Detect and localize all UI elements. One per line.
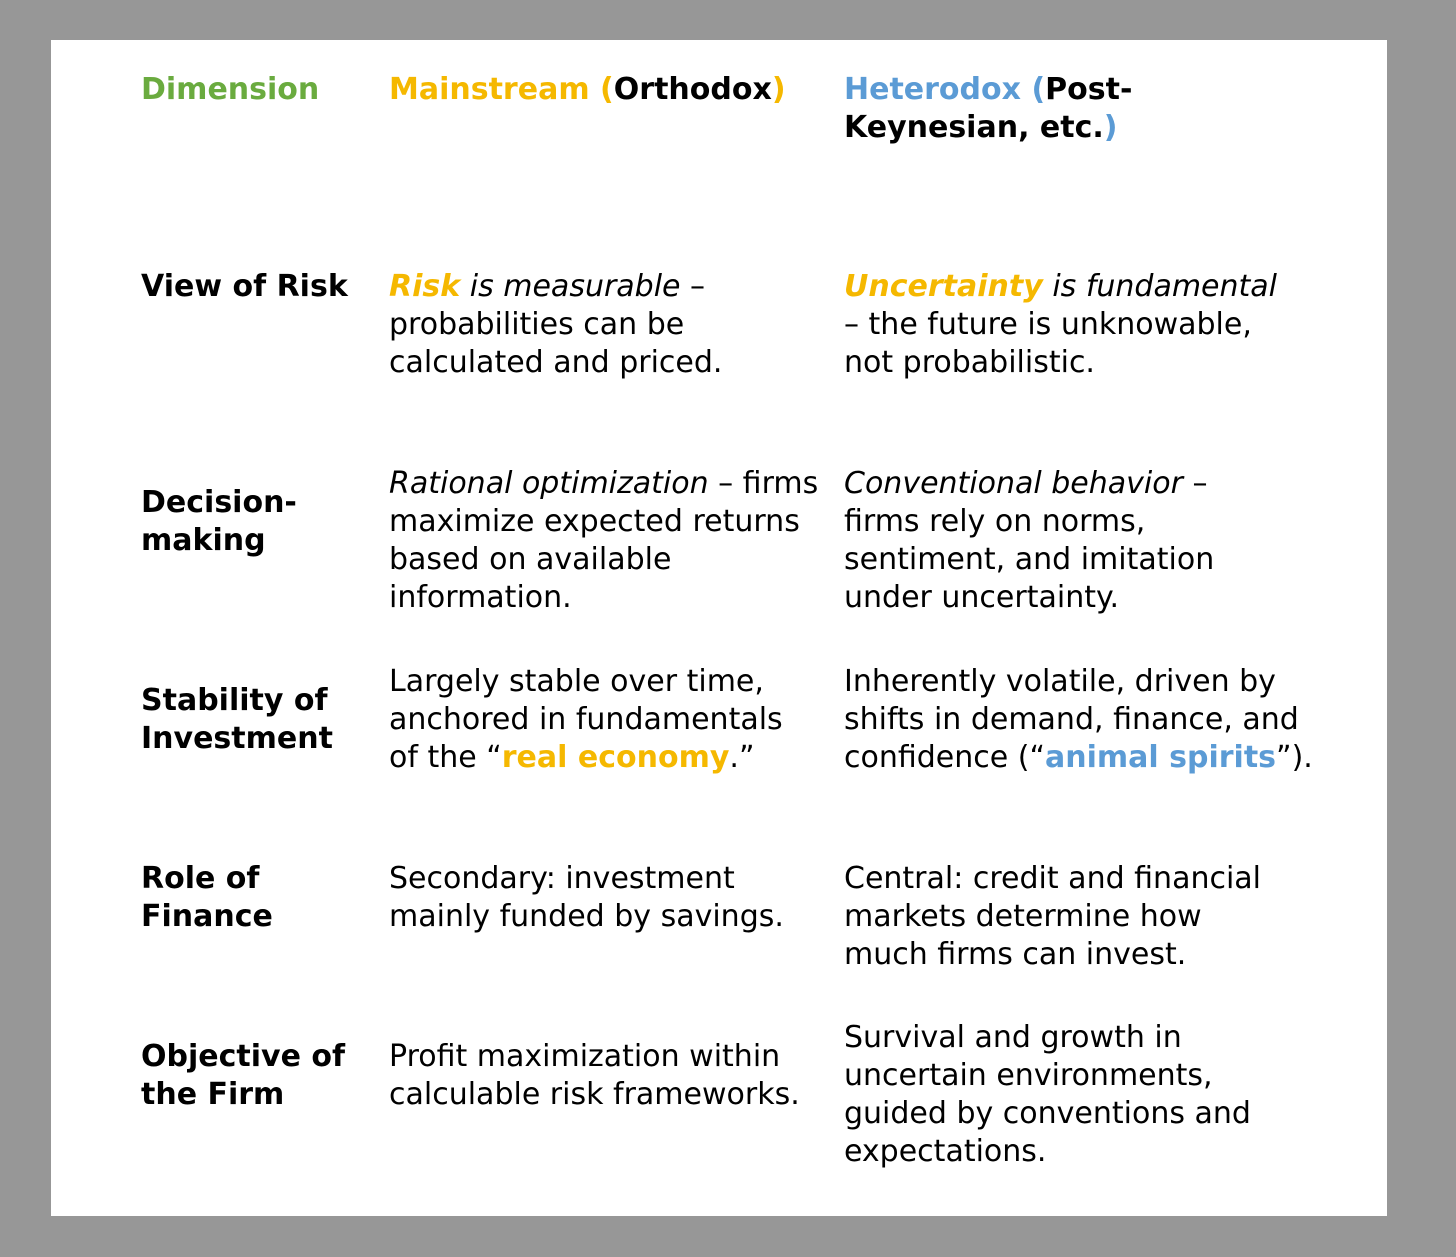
cell-heterodox-objective bbox=[844, 1019, 1284, 1171]
cell-italic-text: is measurable bbox=[469, 269, 681, 304]
row-label-view-of-risk bbox=[141, 268, 376, 306]
cell-text: ”). bbox=[1276, 740, 1313, 775]
cell-text: Largely stable over time, anchored in fundamentals of the “ bbox=[389, 664, 783, 775]
cell-text: .” bbox=[729, 740, 755, 775]
header-heterodox-close-paren: ) bbox=[1103, 110, 1118, 145]
header-mainstream-name: Mainstream bbox=[389, 72, 590, 107]
header-heterodox-open-paren: ( bbox=[1031, 72, 1046, 107]
cell-text: Inherently volatile, driven by shifts in demand, finance, and confidence (“ bbox=[844, 664, 1299, 775]
cell-mainstream-role-of-finance bbox=[389, 860, 829, 936]
cell-text: – firms maximize expected returns based on available information. bbox=[389, 466, 819, 615]
cell-text: Survival and growth in uncertain environments, guided by conventions and expectations. bbox=[844, 1020, 1251, 1169]
header-heterodox bbox=[844, 71, 1164, 147]
cell-heterodox-stability bbox=[844, 663, 1314, 777]
row-label-decision-making bbox=[141, 484, 321, 560]
row-label-role-of-finance bbox=[141, 860, 321, 936]
row-label-text: Role of Finance bbox=[141, 861, 273, 934]
cell-italic-text: Conventional behavior bbox=[844, 466, 1183, 501]
cell-text: Secondary: investment mainly funded by savings. bbox=[389, 861, 784, 934]
cell-italic-text: is fundamental bbox=[1052, 269, 1278, 304]
cell-text: – probabilities can be calculated and priced. bbox=[389, 269, 723, 380]
cell-italic-text: Rational optimization bbox=[389, 466, 709, 501]
comparison-table bbox=[51, 40, 1387, 1216]
cell-text: – firms rely on norms, sentiment, and imitation under uncertainty. bbox=[844, 466, 1215, 615]
header-dimension-text: Dimension bbox=[141, 72, 320, 107]
cell-heterodox-role-of-finance bbox=[844, 860, 1294, 974]
cell-text: Central: credit and financial markets determine how much firms can invest. bbox=[844, 861, 1262, 972]
keyword-uncertainty: Uncertainty bbox=[844, 269, 1043, 304]
row-label-objective-of-the-firm bbox=[141, 1038, 376, 1114]
row-label-stability-of-investment bbox=[141, 682, 376, 758]
row-label-text: View of Risk bbox=[141, 269, 348, 304]
header-mainstream-close-paren: ) bbox=[771, 72, 786, 107]
header-mainstream-open-paren: ( bbox=[600, 72, 614, 107]
cell-mainstream-decision-making bbox=[389, 465, 829, 617]
row-label-text: Decision-making bbox=[141, 485, 297, 558]
cell-mainstream-stability bbox=[389, 663, 814, 777]
keyword-real-economy: real economy bbox=[501, 740, 730, 775]
cell-text: Profit maximization within calculable risk frameworks. bbox=[389, 1039, 800, 1112]
row-label-text: Stability of Investment bbox=[141, 683, 333, 756]
cell-mainstream-objective bbox=[389, 1038, 844, 1114]
header-heterodox-name: Heterodox bbox=[844, 72, 1021, 107]
cell-heterodox-view-of-risk bbox=[844, 268, 1299, 382]
header-mainstream-sub: Orthodox bbox=[613, 72, 772, 107]
header-mainstream bbox=[389, 71, 829, 109]
header-dimension bbox=[141, 71, 319, 109]
row-label-text: Objective of the Firm bbox=[141, 1039, 346, 1112]
cell-mainstream-view-of-risk bbox=[389, 268, 829, 382]
keyword-animal-spirits: animal spirits bbox=[1045, 740, 1277, 775]
keyword-risk: Risk bbox=[389, 269, 461, 304]
cell-heterodox-decision-making bbox=[844, 465, 1264, 617]
header-heterodox-sub: Post-Keynesian, etc. bbox=[844, 72, 1133, 145]
cell-text: – the future is unknowable, not probabilistic. bbox=[844, 307, 1252, 380]
